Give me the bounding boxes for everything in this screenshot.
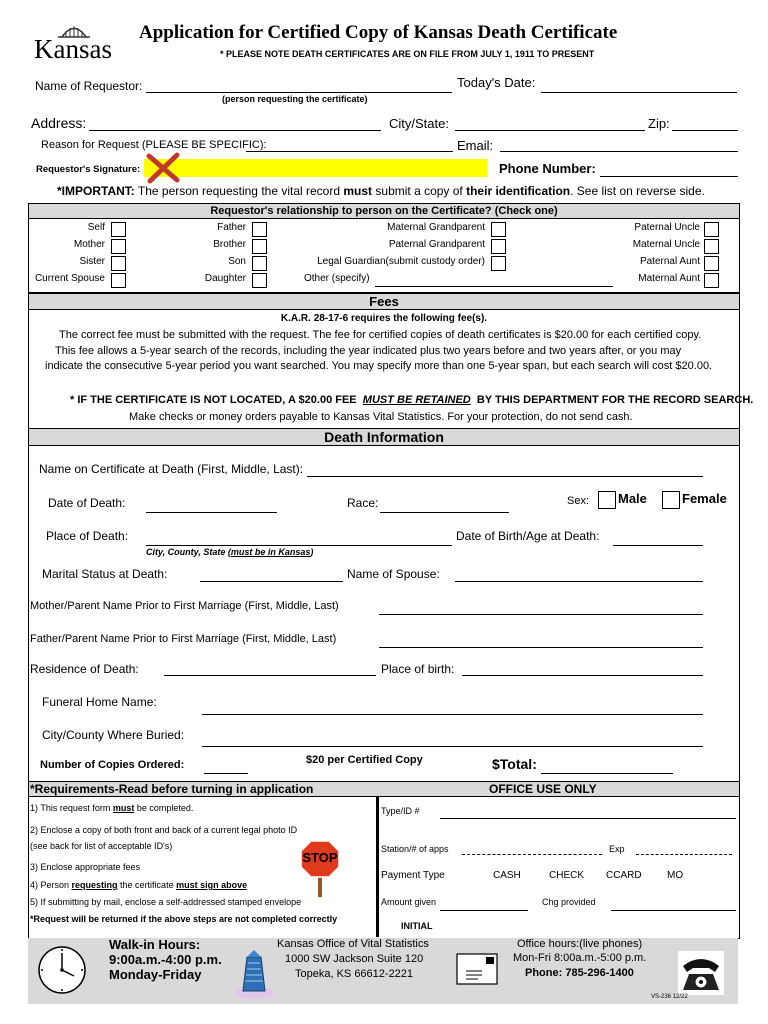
- fees-not-located: [70, 394, 753, 406]
- office-payment-label: Payment Type: [381, 870, 445, 881]
- rel-maternal-grandparent-checkbox[interactable]: [491, 222, 506, 237]
- phone-label: Phone Number:: [499, 161, 596, 176]
- stop-sign-icon: [299, 839, 341, 899]
- zip-field[interactable]: [672, 130, 738, 131]
- logo-text: Kansas: [34, 34, 112, 64]
- funeral-home-label: Funeral Home Name:: [42, 695, 157, 709]
- office-amount-label: Amount given: [381, 897, 437, 907]
- rel-maternal-uncle-label: Maternal Uncle: [632, 239, 700, 250]
- office-address-3: Topeka, KS 66612-2221: [295, 968, 414, 980]
- office-typeid-label: Type/ID #: [381, 806, 420, 816]
- not-located-1: * IF THE CERTIFICATE IS NOT LOCATED, A $20.00 FEE: [70, 394, 357, 406]
- rel-self-label: Self: [87, 222, 105, 233]
- req-4: [30, 880, 247, 890]
- residence-field[interactable]: [164, 675, 376, 676]
- req-4b: requesting: [71, 880, 118, 890]
- residence-label: Residence of Death:: [30, 662, 139, 676]
- stop-sign-text: STOP: [302, 850, 338, 865]
- fees-p1: The correct fee must be submitted with the request. The fee for certified copies of death certificates is $20.00 for each certified copy.: [59, 329, 702, 341]
- rel-legal-guardian-label: Legal Guardian(submit custody order): [317, 256, 485, 267]
- female-checkbox[interactable]: [662, 491, 680, 509]
- office-initial-label: INITIAL: [401, 921, 433, 931]
- fees-p2: This fee allows a 5-year search of the records, including the year indicated plus two years before and two years after, or you may: [55, 345, 682, 357]
- telephone-icon: [677, 950, 725, 996]
- rel-daughter-label: Daughter: [204, 273, 246, 284]
- office-phone: Phone: 785-296-1400: [525, 967, 634, 979]
- email-field[interactable]: [500, 151, 738, 152]
- copies-field[interactable]: [204, 773, 248, 774]
- race-label: Race:: [347, 496, 379, 510]
- important-text-1: The person requesting the vital record: [137, 184, 341, 198]
- office-station-label: Station/# of apps: [381, 844, 449, 854]
- dob-label: Date of Birth/Age at Death:: [456, 529, 600, 543]
- zip-label: Zip:: [648, 116, 670, 131]
- clock-icon: [36, 944, 88, 996]
- fees-payable: Make checks or money orders payable to Kansas Vital Statistics. For your protection, do not send cash.: [129, 411, 633, 423]
- office-building-icon: [231, 949, 277, 1001]
- place-of-death-field[interactable]: [146, 545, 452, 546]
- father-name-field[interactable]: [379, 647, 703, 648]
- rel-paternal-uncle-label: Paternal Uncle: [634, 222, 700, 233]
- birthplace-label: Place of birth:: [381, 662, 455, 676]
- rel-other-label: Other (specify): [304, 273, 370, 284]
- rel-legal-guardian-checkbox[interactable]: [491, 256, 506, 271]
- total-field[interactable]: [541, 773, 673, 774]
- address-label: Address:: [31, 115, 87, 131]
- father-name-label: Father/Parent Name Prior to First Marriage (First, Middle, Last): [30, 633, 337, 645]
- office-station-field[interactable]: [462, 854, 602, 855]
- per-copy-note: $20 per Certified Copy: [306, 754, 423, 766]
- req-4d: must sign above: [176, 880, 248, 890]
- total-label: $Total:: [492, 756, 537, 772]
- office-cash[interactable]: CASH: [493, 870, 521, 881]
- rel-father-label: Father: [217, 222, 246, 233]
- fees-header: Fees: [28, 293, 740, 310]
- spouse-field[interactable]: [455, 581, 703, 582]
- office-hours-1: Office hours:(live phones): [517, 938, 643, 950]
- female-label: Female: [682, 491, 727, 506]
- signature-field[interactable]: [144, 159, 487, 177]
- office-divider: [376, 797, 379, 937]
- death-date-field[interactable]: [146, 512, 277, 513]
- office-amount-field[interactable]: [440, 910, 528, 911]
- rel-mother-label: Mother: [73, 239, 105, 250]
- requestor-name-label: Name of Requestor:: [35, 79, 143, 93]
- office-exp-label: Exp: [609, 844, 625, 854]
- birthplace-field[interactable]: [462, 675, 703, 676]
- not-located-2: MUST BE RETAINED: [362, 394, 471, 406]
- office-use-header: OFFICE USE ONLY: [489, 782, 597, 796]
- relationship-header: Requestor's relationship to person on the Certificate? (Check one): [28, 203, 740, 219]
- req-1c: be completed.: [134, 803, 194, 813]
- place-sub-3: ): [310, 547, 314, 557]
- important-text-3: . See list on reverse side.: [570, 184, 705, 198]
- rel-brother-label: Brother: [213, 239, 246, 250]
- copies-label: Number of Copies Ordered:: [40, 759, 185, 771]
- rel-paternal-grandparent-checkbox[interactable]: [491, 239, 506, 254]
- important-must: must: [343, 184, 373, 198]
- req-2: 2) Enclose a copy of both front and back of a current legal photo ID: [30, 825, 298, 835]
- walkin-days: Monday-Friday: [109, 967, 202, 982]
- rel-paternal-aunt-checkbox[interactable]: [704, 256, 719, 271]
- male-checkbox[interactable]: [598, 491, 616, 509]
- funeral-home-field[interactable]: [202, 714, 703, 715]
- citystate-field[interactable]: [455, 130, 645, 131]
- marital-status-field[interactable]: [200, 581, 343, 582]
- office-check[interactable]: CHECK: [549, 870, 585, 881]
- rel-son-checkbox[interactable]: [252, 256, 267, 271]
- place-sub-1: City, County, State (: [146, 547, 231, 557]
- male-label: Male: [618, 491, 647, 506]
- email-label: Email:: [457, 138, 494, 153]
- office-chg-label: Chg provided: [542, 897, 596, 907]
- req-1a: 1) This request form: [30, 803, 113, 813]
- office-typeid-field[interactable]: [440, 818, 736, 819]
- form-title: Application for Certified Copy of Kansas Death Certificate: [139, 22, 618, 43]
- buried-field[interactable]: [202, 746, 703, 747]
- rel-daughter-checkbox[interactable]: [252, 273, 267, 288]
- todays-date-field[interactable]: [541, 92, 737, 93]
- office-exp-field[interactable]: [636, 854, 732, 855]
- req-1b: must: [112, 803, 135, 813]
- kansas-logo: [34, 20, 114, 64]
- rel-maternal-aunt-label: Maternal Aunt: [638, 273, 700, 284]
- office-hours-2: Mon-Fri 8:00a.m.-5:00 p.m.: [513, 952, 647, 964]
- date-note: * PLEASE NOTE DEATH CERTIFICATES ARE ON FILE FROM JULY 1, 1911 TO PRESENT: [220, 49, 595, 59]
- reason-field[interactable]: [246, 151, 453, 152]
- rel-paternal-aunt-label: Paternal Aunt: [639, 256, 700, 267]
- rel-mother-checkbox[interactable]: [111, 239, 126, 254]
- mother-name-field[interactable]: [379, 614, 703, 615]
- requirements-header: *Requirements-Read before turning in application: [30, 782, 314, 796]
- reason-label: Reason for Request (PLEASE BE SPECIFIC):: [41, 139, 267, 151]
- req-1: [30, 803, 193, 813]
- walkin-title: Walk-in Hours:: [109, 937, 201, 952]
- important-lead: *IMPORTANT:: [57, 184, 135, 198]
- office-mo[interactable]: MO: [667, 870, 684, 881]
- requestor-name-field[interactable]: [146, 92, 452, 93]
- rel-paternal-uncle-checkbox[interactable]: [704, 222, 719, 237]
- not-located-3: BY THIS DEPARTMENT FOR THE RECORD SEARCH.: [476, 394, 754, 406]
- todays-date-label: Today's Date:: [457, 75, 536, 90]
- rel-other-field[interactable]: [375, 286, 613, 287]
- important-note: [57, 184, 705, 198]
- rel-sister-checkbox[interactable]: [111, 256, 126, 271]
- phone-field[interactable]: [600, 176, 738, 177]
- req-4c: the certificate: [117, 880, 177, 890]
- walkin-hours: 9:00a.m.-4:00 p.m.: [109, 952, 222, 967]
- office-address-2: 1000 SW Jackson Suite 120: [285, 953, 424, 965]
- rel-maternal-uncle-checkbox[interactable]: [704, 239, 719, 254]
- office-address-1: Kansas Office of Vital Statistics: [277, 938, 429, 950]
- death-name-label: Name on Certificate at Death (First, Middle, Last):: [39, 462, 304, 476]
- fees-p3: indicate the consecutive 5-year period you want searched. You may specify more than one 5-year span, but each search will cost $20.00.: [45, 360, 713, 372]
- mother-name-label: Mother/Parent Name Prior to First Marriage (First, Middle, Last): [30, 600, 339, 612]
- place-of-death-sub: [146, 547, 313, 557]
- rel-self-checkbox[interactable]: [111, 222, 126, 237]
- address-field[interactable]: [89, 130, 381, 131]
- place-sub-2: must be in Kansas: [230, 547, 311, 557]
- sex-label: Sex:: [567, 495, 590, 507]
- important-id: their identification: [466, 184, 571, 198]
- death-header: Death Information: [28, 428, 740, 446]
- rel-maternal-grandparent-label: Maternal Grandparent: [387, 222, 485, 233]
- death-date-label: Date of Death:: [48, 496, 126, 510]
- rel-spouse-checkbox[interactable]: [111, 273, 126, 288]
- place-of-death-label: Place of Death:: [46, 529, 129, 543]
- req-2b: (see back for list of acceptable ID's): [30, 841, 173, 851]
- dob-field[interactable]: [613, 545, 703, 546]
- buried-label: City/County Where Buried:: [42, 728, 185, 742]
- office-ccard[interactable]: CCARD: [606, 870, 642, 881]
- rel-son-label: Son: [228, 256, 246, 267]
- req-3: 3) Enclose appropriate fees: [30, 862, 141, 872]
- form-id: VS-236 12/22: [651, 994, 688, 1000]
- rel-maternal-aunt-checkbox[interactable]: [704, 273, 719, 288]
- race-field[interactable]: [380, 512, 509, 513]
- envelope-icon: [456, 953, 498, 985]
- req-5: 5) If submitting by mail, enclose a self-addressed stamped envelope: [30, 897, 302, 907]
- office-chg-field[interactable]: [611, 910, 736, 911]
- rel-brother-checkbox[interactable]: [252, 239, 267, 254]
- fees-kar: K.A.R. 28-17-6 requires the following fee(s).: [280, 313, 488, 324]
- req-warning: *Request will be returned if the above steps are not completed correctly: [30, 914, 338, 924]
- rel-spouse-label: Current Spouse: [34, 273, 105, 284]
- spouse-label: Name of Spouse:: [347, 567, 440, 581]
- requestor-name-sub: (person requesting the certificate): [222, 94, 368, 104]
- rel-paternal-grandparent-label: Paternal Grandparent: [388, 239, 485, 250]
- citystate-label: City/State:: [389, 116, 449, 131]
- important-text-2: submit a copy of: [375, 184, 463, 198]
- marital-status-label: Marital Status at Death:: [42, 567, 168, 581]
- signature-label: Requestor's Signature:: [36, 164, 141, 175]
- rel-sister-label: Sister: [79, 256, 105, 267]
- death-name-field[interactable]: [307, 476, 703, 477]
- req-4a: 4) Person: [30, 880, 72, 890]
- sign-here-x-icon: [145, 152, 181, 184]
- rel-father-checkbox[interactable]: [252, 222, 267, 237]
